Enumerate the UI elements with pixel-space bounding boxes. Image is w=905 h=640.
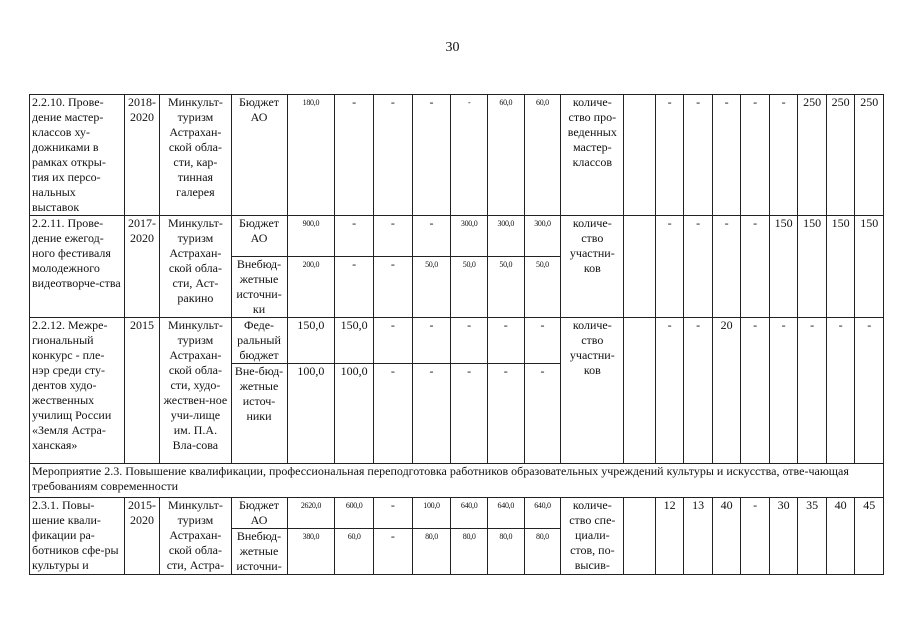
measure-years: 2015	[124, 318, 160, 464]
funding-value: 600,0	[335, 498, 374, 529]
indicator-value: 150	[798, 216, 827, 318]
indicator-name: количе-ство участни-ков	[561, 318, 624, 464]
measure-years: 2018-2020	[124, 95, 160, 216]
section-heading: Мероприятие 2.3. Повышение квалификации, профессиональная переподготовка работников образовательных учреждений культуры и искусства, отве-чающая требованиям современности	[30, 464, 884, 498]
funding-value: -	[487, 318, 524, 364]
funding-source: Бюджет АО	[231, 498, 287, 529]
table-row	[30, 318, 884, 364]
page-number: 30	[445, 40, 460, 55]
funding-value: 80,0	[487, 529, 524, 575]
funding-total: 380,0	[287, 529, 335, 575]
measure-executor: Минкульт-туризм Астрахан-ской обла-сти, худо-жествен-ное учи-лище им. П.А. Вла-сова	[160, 318, 231, 464]
funding-value: 300,0	[487, 216, 524, 257]
indicator-value: 40	[826, 498, 855, 575]
indicator-value: -	[855, 318, 884, 464]
measure-executor: Минкульт-туризм Астрахан-ской обла-сти, кар-тинная галерея	[160, 95, 231, 216]
funding-value: 60,0	[524, 95, 561, 216]
funding-value: -	[374, 95, 413, 216]
indicator-value	[624, 95, 656, 216]
indicator-value: 12	[655, 498, 684, 575]
funding-value: 60,0	[487, 95, 524, 216]
indicator-value	[624, 498, 656, 575]
measure-executor: Минкульт-туризм Астрахан-ской обла-сти, Астра-	[160, 498, 231, 575]
funding-value: 300,0	[524, 216, 561, 257]
measure-name: 2.3.1. Повы-шение квали-фикации ра-ботников сфе-ры культуры и	[30, 498, 125, 575]
funding-total: 2620,0	[287, 498, 335, 529]
funding-value: 50,0	[524, 257, 561, 318]
measure-name: 2.2.11. Прове-дение ежегод-ного фестиваля молодежного видеотворче-ства	[30, 216, 125, 318]
funding-value: 640,0	[524, 498, 561, 529]
indicator-value: -	[826, 318, 855, 464]
indicator-value: 20	[712, 318, 741, 464]
table-row	[30, 95, 884, 216]
indicator-value: -	[712, 95, 741, 216]
indicator-value	[624, 216, 656, 318]
table-row	[30, 216, 884, 257]
indicator-value: -	[655, 318, 684, 464]
table-row	[30, 498, 884, 529]
measure-years: 2017-2020	[124, 216, 160, 318]
funding-value: 80,0	[412, 529, 451, 575]
indicator-value: -	[684, 216, 713, 318]
indicator-value: -	[684, 95, 713, 216]
funding-value: -	[524, 318, 561, 364]
indicator-value: 35	[798, 498, 827, 575]
funding-total: 150,0	[287, 318, 335, 364]
funding-value: 60,0	[335, 529, 374, 575]
funding-value: -	[524, 364, 561, 464]
funding-value: 50,0	[451, 257, 488, 318]
measure-executor: Минкульт-туризм Астрахан-ской обла-сти, Аст-ракино	[160, 216, 231, 318]
indicator-value: -	[741, 498, 770, 575]
program-table	[29, 94, 884, 575]
funding-total: 180,0	[287, 95, 335, 216]
funding-value: -	[335, 216, 374, 257]
funding-value: 640,0	[451, 498, 488, 529]
funding-value: 640,0	[487, 498, 524, 529]
indicator-value: 150	[769, 216, 798, 318]
funding-source: Вне-бюд-жетные источ-ники	[231, 364, 287, 464]
funding-source: Бюджет АО	[231, 216, 287, 257]
funding-value: 100,0	[335, 364, 374, 464]
indicator-value: 250	[855, 95, 884, 216]
funding-value: -	[412, 364, 451, 464]
indicator-value: 40	[712, 498, 741, 575]
funding-total: 100,0	[287, 364, 335, 464]
funding-value: -	[412, 216, 451, 257]
funding-value: -	[374, 216, 413, 257]
indicator-value: 45	[855, 498, 884, 575]
funding-value: -	[335, 95, 374, 216]
funding-value: -	[374, 364, 413, 464]
indicator-value: -	[684, 318, 713, 464]
measure-years: 2015-2020	[124, 498, 160, 575]
funding-value: 80,0	[524, 529, 561, 575]
funding-value: -	[451, 95, 488, 216]
indicator-name: количе-ство про-веденных мастер-классов	[561, 95, 624, 216]
indicator-value: -	[741, 216, 770, 318]
measure-name: 2.2.12. Межре-гиональный конкурс - пле-нэр среди сту-дентов худо-жественных училищ России «Земля Астра-ханская»	[30, 318, 125, 464]
funding-source: Феде-ральный бюджет	[231, 318, 287, 364]
funding-value: -	[335, 257, 374, 318]
indicator-value: -	[655, 95, 684, 216]
funding-source: Внебюд-жетные источни-	[231, 529, 287, 575]
indicator-name: количе-ство участни-ков	[561, 216, 624, 318]
funding-value: -	[412, 95, 451, 216]
indicator-value	[624, 318, 656, 464]
funding-value: -	[487, 364, 524, 464]
funding-value: -	[451, 318, 488, 364]
funding-value: -	[451, 364, 488, 464]
indicator-value: -	[741, 95, 770, 216]
funding-value: 50,0	[412, 257, 451, 318]
indicator-value: 150	[855, 216, 884, 318]
funding-value: -	[374, 498, 413, 529]
indicator-value: 250	[798, 95, 827, 216]
indicator-value: -	[655, 216, 684, 318]
funding-source: Внебюд-жетные источни-ки	[231, 257, 287, 318]
funding-value: 80,0	[451, 529, 488, 575]
indicator-value: 13	[684, 498, 713, 575]
indicator-name: количе-ство спе-циали-стов, по-высив-	[561, 498, 624, 575]
funding-value: 50,0	[487, 257, 524, 318]
indicator-value: -	[798, 318, 827, 464]
funding-value: -	[374, 318, 413, 364]
funding-value: 300,0	[451, 216, 488, 257]
funding-value: -	[374, 257, 413, 318]
measure-name: 2.2.10. Прове-дение мастер-классов ху-дожниками в рамках откры-тия их персо-нальных выставок	[30, 95, 125, 216]
funding-source: Бюджет АО	[231, 95, 287, 216]
funding-value: -	[374, 529, 413, 575]
indicator-value: -	[741, 318, 770, 464]
funding-total: 900,0	[287, 216, 335, 257]
funding-value: 150,0	[335, 318, 374, 364]
funding-value: -	[412, 318, 451, 364]
indicator-value: 150	[826, 216, 855, 318]
indicator-value: -	[712, 216, 741, 318]
indicator-value: -	[769, 95, 798, 216]
funding-value: 100,0	[412, 498, 451, 529]
indicator-value: -	[769, 318, 798, 464]
indicator-value: 250	[826, 95, 855, 216]
section-row	[30, 464, 884, 498]
funding-total: 200,0	[287, 257, 335, 318]
indicator-value: 30	[769, 498, 798, 575]
